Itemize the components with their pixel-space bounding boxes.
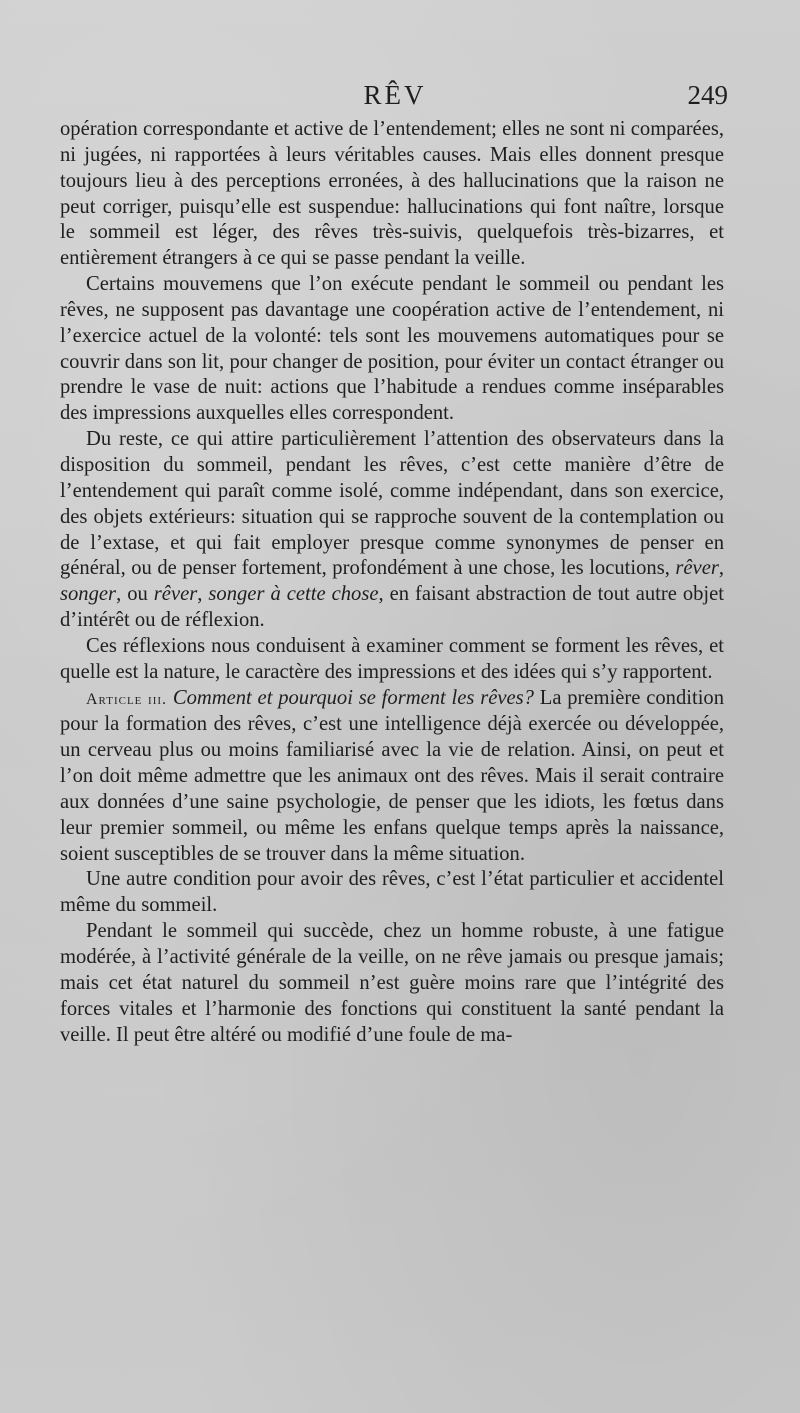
page-body xyxy=(60,117,724,1048)
running-title: RÊV xyxy=(363,80,427,110)
page-number: 249 xyxy=(687,80,728,110)
paragraph-4: Ces réflexions nous conduisent à examiner comment se forment les rêves, et quelle est la nature, le caractère des impressions et des idées qui s’y rapportent. xyxy=(60,634,724,683)
paragraph-7: Pendant le sommeil qui succède, chez un homme robuste, à une fatigue modérée, à l’activité générale de la veille, on ne rêve jamais ou presque jamais; mais cet état naturel du sommeil n’est guère moins rare que l’intégrité des forces vitales et l’harmonie des fonctions qui constituent la santé pendant la veille. Il peut être altéré ou modifié d’une foule de ma- xyxy=(60,920,724,1046)
article-3-paragraph xyxy=(60,686,724,868)
italic-term-songer: songer xyxy=(60,583,117,606)
italic-term-songer-a-cette-chose: songer à cette chose xyxy=(208,583,379,606)
separator-1: , xyxy=(718,557,725,580)
paragraph-3-text-b: , en faisant abstraction de tout autre objet d’intérêt ou de réflexion. xyxy=(60,583,725,632)
paragraph-6: Une autre condition pour avoir des rêves, c’est l’état particulier et accidentel même du sommeil. xyxy=(60,868,724,917)
running-header xyxy=(60,80,730,116)
separator-2: , ou xyxy=(116,583,148,606)
article-label: Article iii. xyxy=(86,690,168,708)
article-title: Comment et pourquoi se forment les rêves? xyxy=(172,686,534,709)
separator-3: , xyxy=(197,583,203,606)
italic-term-rever-2: rêver xyxy=(153,583,198,606)
paragraph-3-text-a: Du reste, ce qui attire particulièrement l’attention des observateurs dans la disposition du sommeil, pendant les rêves, c’est cette manière d’être de l’entendement qui paraît comme isolé, comme indépendant, dans son exercice, des objets extérieurs: situation qui se rapproche souvent de la contemplation ou de l’extase, et qui fait employer presque comme synonymes de penser en général, ou de penser fortement, profondément à une chose, les locutions, xyxy=(60,428,724,580)
paragraph-3 xyxy=(60,427,724,634)
article-text: La première condition pour la formation des rêves, c’est une intelligence déjà exercée ou développée, un cerveau plus ou moins familiarisé avec la vie de relation. Ainsi, on peut et l’on doit même admettre que les animaux ont des rêves. Mais il serait contraire aux données d’une saine psychologie, de penser que les idiots, les fœtus dans leur premier sommeil, ou même les enfans quelque temps après la naissance, soient susceptibles de se trouver dans la même situation. xyxy=(60,686,725,865)
paragraph-1: opération correspondante et active de l’entendement; elles ne sont ni comparées, ni jugées, ni rapportées à leurs véritables causes. Mais elles donnent presque toujours lieu à des perceptions erronées, à des hallucinations que la raison ne peut corriger, puisqu’elle est suspendue: hallucinations qui font naître, lorsque le sommeil est léger, des rêves très-suivis, quelquefois très-bizarres, et entièrement étrangers à ce qui se passe pendant la veille. xyxy=(60,118,724,270)
italic-term-rever: rêver xyxy=(675,557,719,580)
paragraph-2: Certains mouvemens que l’on exécute pendant le sommeil ou pendant les rêves, ne supposent pas davantage une coopération active de l’entendement, ni l’exercice actuel de la volonté: tels sont les mouvemens automatiques pour se couvrir dans son lit, pour changer de position, pour éviter un contact étranger ou prendre le vase de nuit: actions que l’habitude a rendues comme inséparables des impressions auxquelles elles correspondent. xyxy=(60,273,724,425)
